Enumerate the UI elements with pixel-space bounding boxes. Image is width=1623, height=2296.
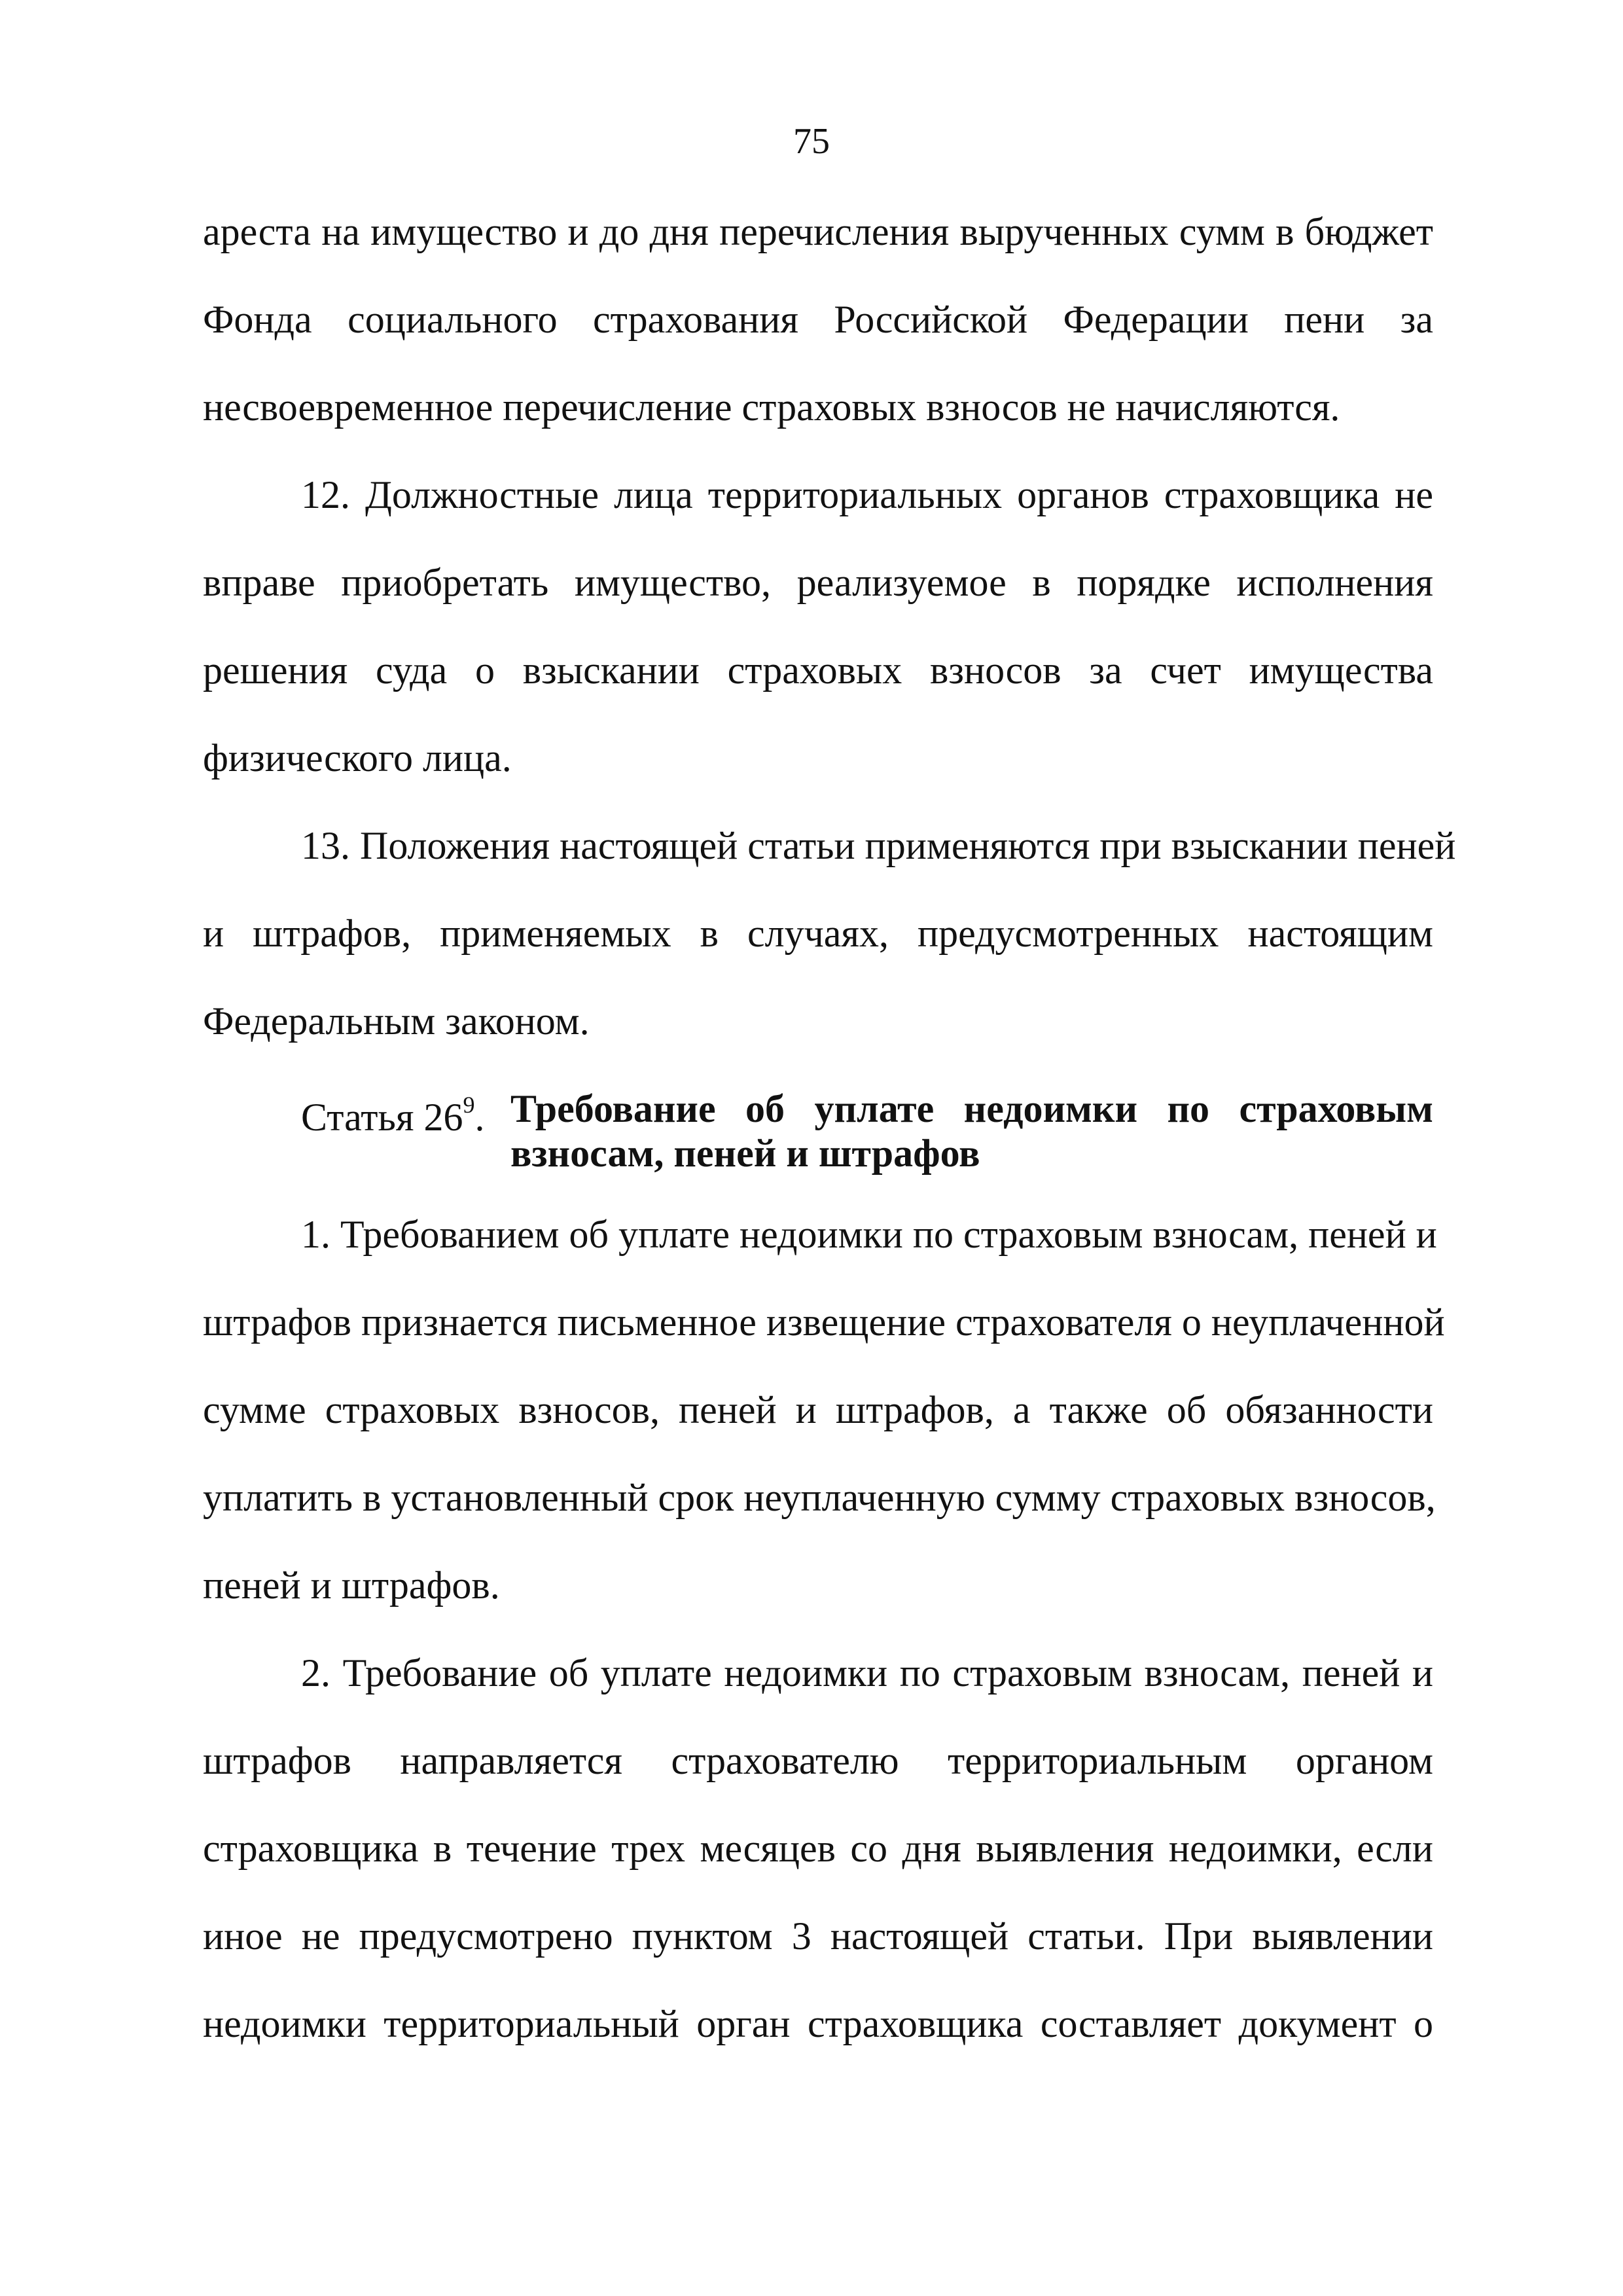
text-line: штрафов направляется страхователю территориальным органом xyxy=(203,1739,1433,1782)
text-line: решения суда о взыскании страховых взносов за счет имущества xyxy=(203,649,1433,692)
text-line: 12. Должностные лица территориальных органов страховщика не xyxy=(301,473,1433,516)
text-line: 1. Требованием об уплате недоимки по страховым взносам, пеней и xyxy=(301,1213,1437,1256)
page-number: 75 xyxy=(793,121,830,162)
article-label-text: Статья 26 xyxy=(301,1096,463,1139)
article-label-suffix: . xyxy=(474,1096,485,1139)
text-line: ареста на имущество и до дня перечисления вырученных сумм в бюджет xyxy=(203,210,1433,253)
text-line: Фонда социального страхования Российской Федерации пени за xyxy=(203,298,1433,341)
text-line: несвоевременное перечисление страховых взносов не начисляются. xyxy=(203,386,1340,429)
text-line: уплатить в установленный срок неуплаченную сумму страховых взносов, xyxy=(203,1476,1436,1519)
text-line: 13. Положения настоящей статьи применяются при взыскании пеней xyxy=(301,824,1456,867)
article-heading xyxy=(301,1086,1433,1175)
text-line: Федеральным законом. xyxy=(203,999,590,1043)
text-line: и штрафов, применяемых в случаях, предусмотренных настоящим xyxy=(203,912,1433,955)
article-label xyxy=(301,1086,484,1139)
text-line: страховщика в течение трех месяцев со дня выявления недоимки, если xyxy=(203,1827,1433,1870)
article-title-line: взносам, пеней и штрафов xyxy=(510,1132,980,1175)
text-line: пеней и штрафов. xyxy=(203,1564,500,1607)
article-title-line: Требование об уплате недоимки по страховым xyxy=(510,1087,1433,1130)
text-line: штрафов признается письменное извещение страхователя о неуплаченной xyxy=(203,1300,1445,1344)
text-line: вправе приобретать имущество, реализуемое в порядке исполнения xyxy=(203,561,1433,604)
article-label-superscript: 9 xyxy=(463,1092,475,1118)
text-line: недоимки территориальный орган страховщика составляет документ о xyxy=(203,2002,1433,2045)
text-line: иное не предусмотрено пунктом 3 настоящей статьи. При выявлении xyxy=(203,1914,1433,1958)
text-line: сумме страховых взносов, пеней и штрафов, а также об обязанности xyxy=(203,1388,1433,1431)
text-line: физического лица. xyxy=(203,736,512,780)
text-line: 2. Требование об уплате недоимки по страховым взносам, пеней и xyxy=(301,1651,1433,1695)
